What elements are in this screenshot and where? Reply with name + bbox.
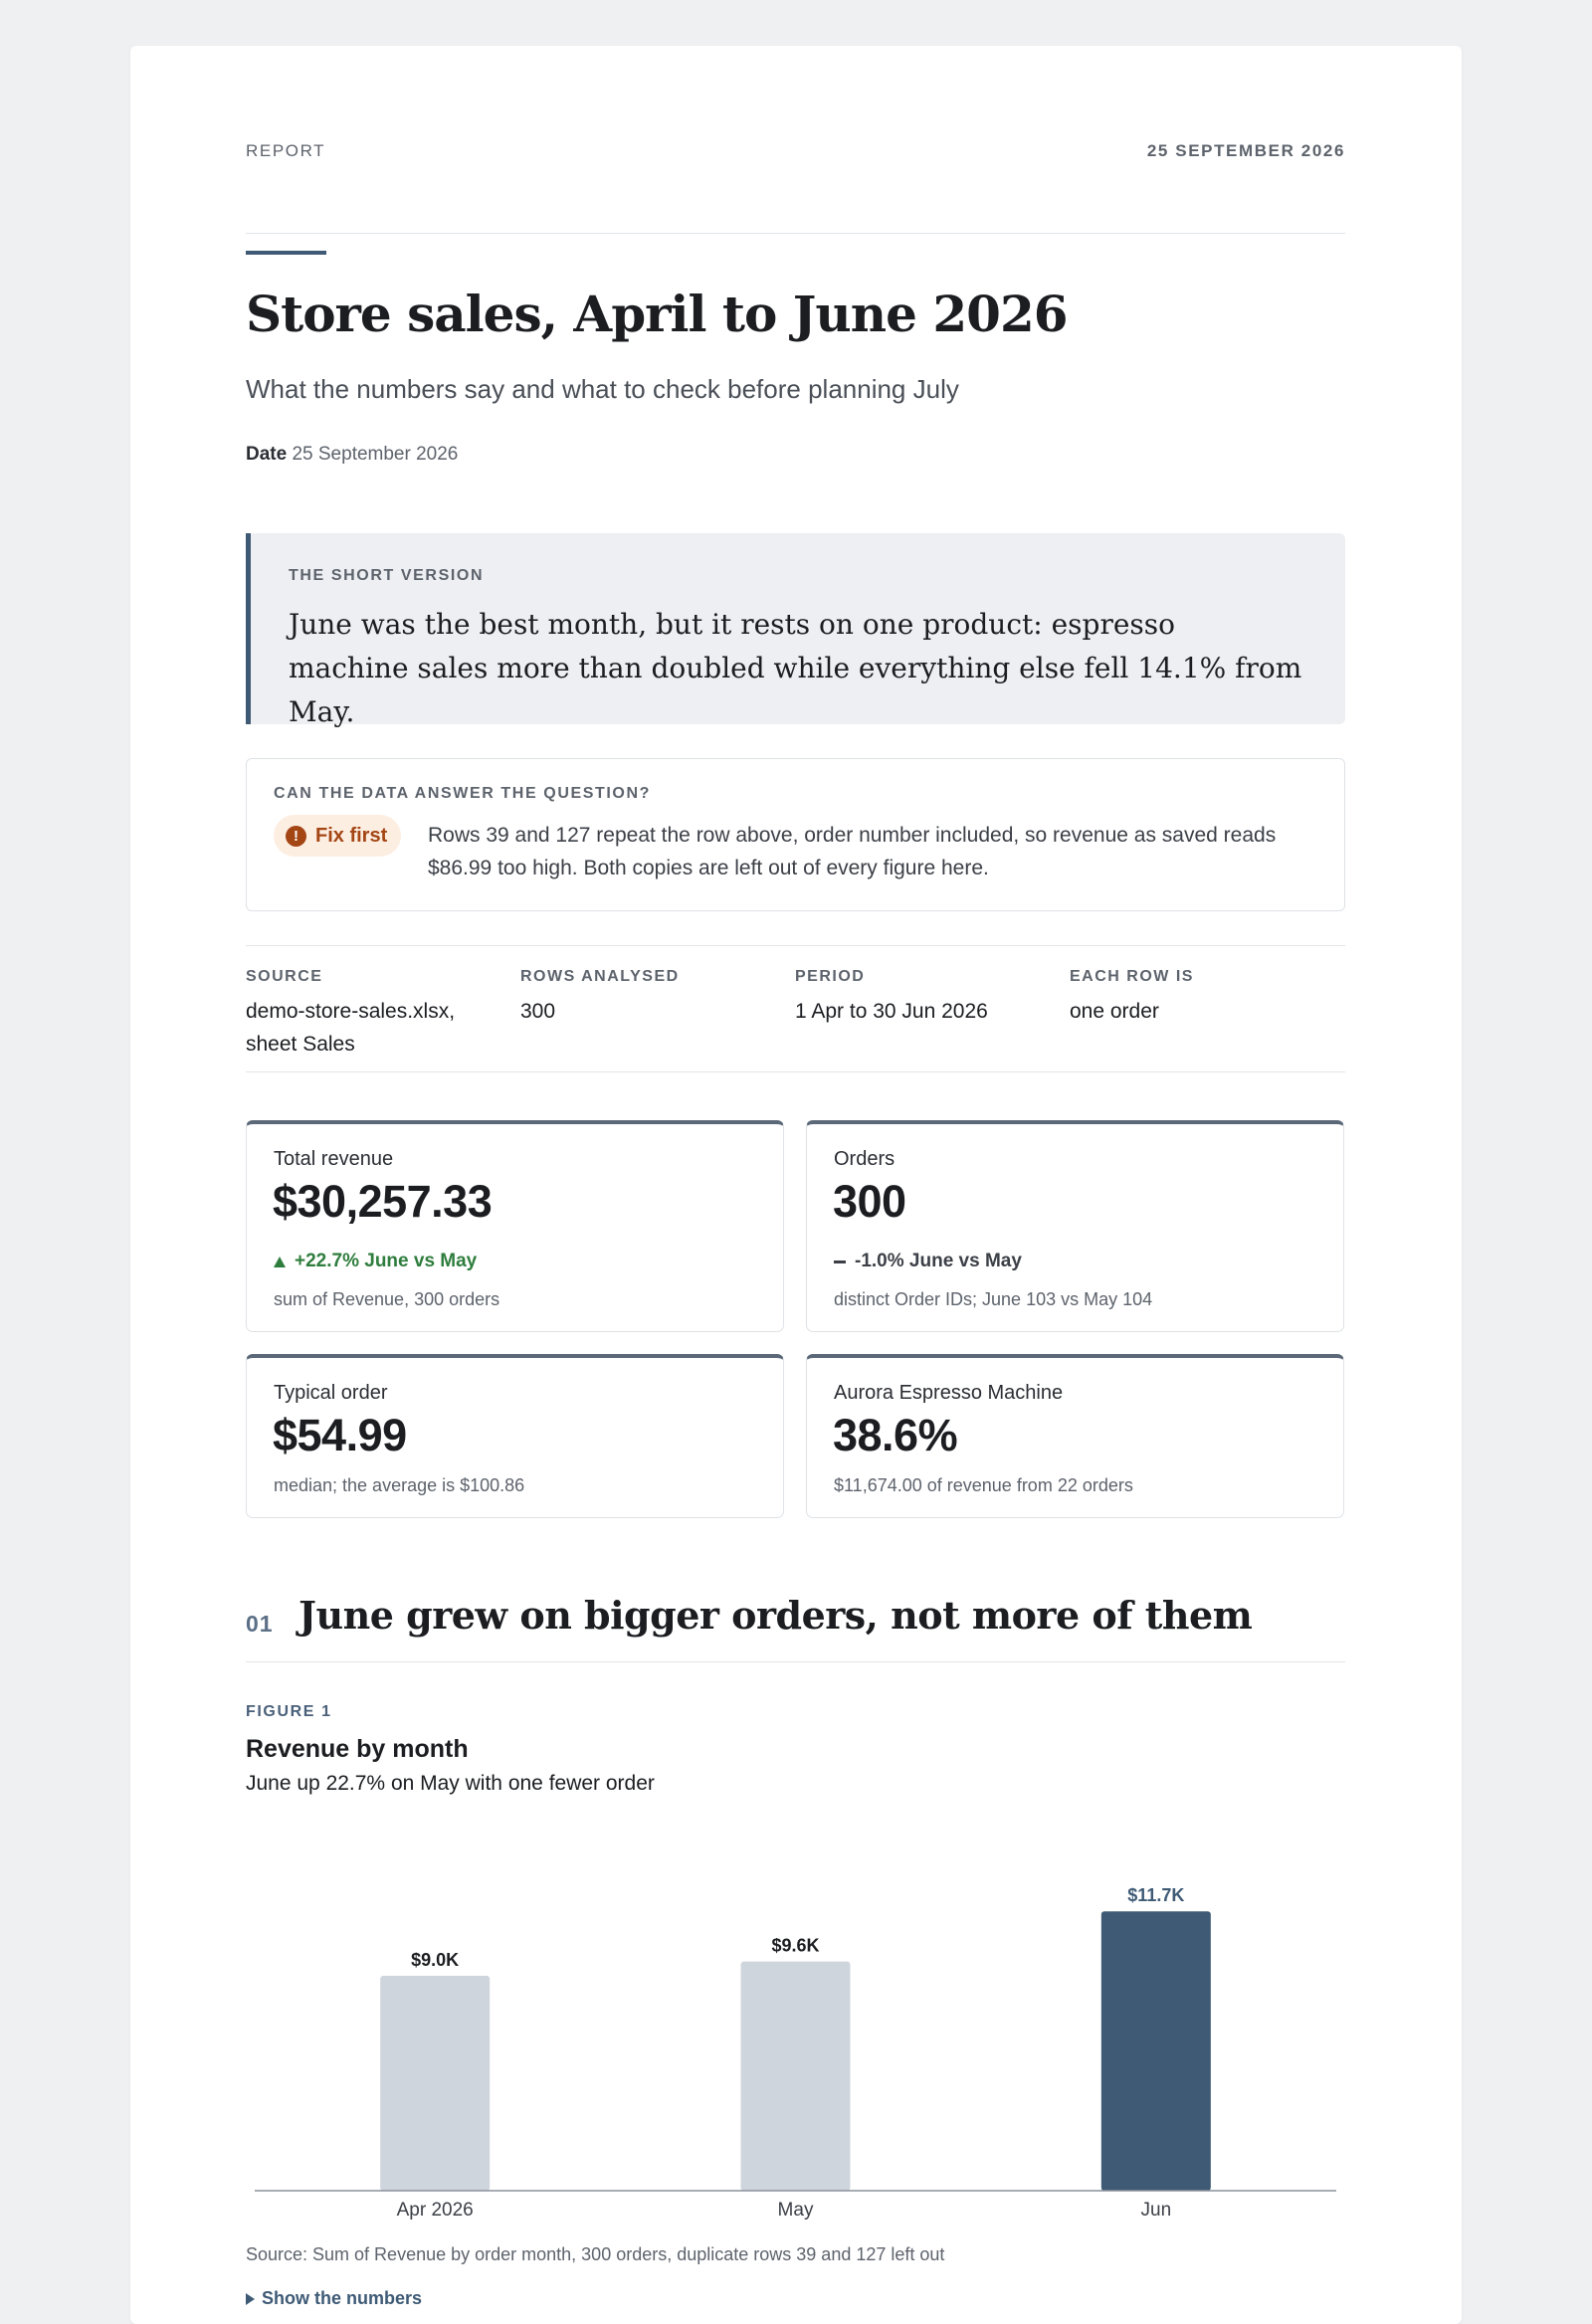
- badge-label: Fix first: [315, 824, 388, 847]
- figure-source: Source: Sum of Revenue by order month, 300 orders, duplicate rows 39 and 127 left out: [246, 2244, 945, 2264]
- dateline: [246, 444, 458, 466]
- short-version-label: THE SHORT VERSION: [289, 567, 485, 584]
- kpi-delta-text: -1.0% June vs May: [855, 1251, 1022, 1271]
- fact-value: one order: [1070, 1000, 1159, 1023]
- kpi-value: $54.99: [273, 1410, 407, 1460]
- kpi-delta: [834, 1251, 1022, 1272]
- data-check-box: [246, 758, 1345, 911]
- page-subtitle: What the numbers say and what to check before planning July: [246, 374, 959, 404]
- fact-value: demo-store-sales.xlsx, sheet Sales: [246, 1000, 456, 1056]
- arrow-up-icon: [274, 1257, 286, 1267]
- dateline-value: 25 September 2026: [292, 444, 459, 465]
- page-title: Store sales, April to June 2026: [246, 285, 1068, 343]
- bar-value-label-0: $9.0K: [411, 1950, 460, 1970]
- fact-label: EACH ROW IS: [1070, 968, 1194, 985]
- figure-subtitle: June up 22.7% on May with one fewer order: [246, 1772, 655, 1795]
- bar-1: [741, 1962, 851, 2191]
- kpi-note: sum of Revenue, 300 orders: [274, 1289, 500, 1309]
- short-version-callout: [246, 533, 1345, 728]
- section-number: 01: [246, 1611, 274, 1637]
- fact-row-unit: [1070, 968, 1328, 1028]
- kpi-value: $30,257.33: [273, 1176, 493, 1227]
- kpi-delta: [274, 1251, 477, 1272]
- kpi-label: Aurora Espresso Machine: [834, 1382, 1064, 1404]
- kpi-value: 300: [833, 1176, 906, 1227]
- kpi-value: 38.6%: [833, 1410, 958, 1460]
- kpi-card-orders: [806, 1120, 1344, 1332]
- report-label: REPORT: [246, 141, 326, 160]
- alert-icon: !: [286, 826, 306, 847]
- bar-2: [1101, 1911, 1211, 2191]
- fact-rows: [520, 968, 779, 1028]
- kpi-card-espresso-share: [806, 1354, 1344, 1518]
- report-header: [246, 141, 1345, 234]
- data-check-label: CAN THE DATA ANSWER THE QUESTION?: [274, 785, 652, 802]
- show-numbers-label: Show the numbers: [262, 2288, 423, 2308]
- kpi-card-total-revenue: [246, 1120, 784, 1332]
- kpi-note: $11,674.00 of revenue from 22 orders: [834, 1475, 1133, 1495]
- x-tick-label-2: Jun: [1140, 2200, 1172, 2221]
- bar-value-label-2: $11.7K: [1127, 1885, 1185, 1906]
- bar-value-label-1: $9.6K: [771, 1935, 820, 1956]
- fix-first-badge: [274, 815, 401, 857]
- fact-label: ROWS ANALYSED: [520, 968, 680, 985]
- figure-title: Revenue by month: [246, 1735, 469, 1763]
- fact-value: 1 Apr to 30 Jun 2026: [795, 1000, 988, 1023]
- kpi-label: Typical order: [274, 1382, 388, 1404]
- kpi-note: median; the average is $100.86: [274, 1475, 525, 1495]
- short-version-text: June was the best month, but it rests on one product: espresso machine sales more than doubled while everything else fell 14.1% from May.: [289, 608, 1302, 728]
- kpi-label: Orders: [834, 1148, 896, 1170]
- kpi-label: Total revenue: [274, 1148, 394, 1170]
- data-check-message: Rows 39 and 127 repeat the row above, order number included, so revenue as saved reads $86.99 too high. Both copies are left out of every figure here.: [428, 824, 1277, 879]
- kpi-delta-text: +22.7% June vs May: [295, 1251, 478, 1271]
- fact-period: [795, 968, 1054, 1028]
- disclosure-triangle-icon: [246, 2293, 255, 2305]
- facts-strip: [246, 945, 1345, 1072]
- title-accent-rule: [246, 251, 326, 255]
- fact-source: [246, 968, 504, 1061]
- figure-kicker: FIGURE 1: [246, 1703, 332, 1720]
- fact-label: SOURCE: [246, 968, 323, 985]
- x-tick-label-0: Apr 2026: [396, 2200, 474, 2221]
- revenue-by-month-chart: [246, 1856, 1345, 2234]
- report-page: [130, 46, 1462, 2324]
- section-heading: June grew on bigger orders, not more of them: [298, 1593, 1253, 1638]
- report-header-date: 25 SEPTEMBER 2026: [1146, 141, 1345, 160]
- dateline-key: Date: [246, 444, 288, 465]
- section-header: [246, 1593, 1345, 1662]
- dash-icon: [834, 1260, 846, 1263]
- fact-value: 300: [520, 1000, 556, 1023]
- x-tick-label-1: May: [777, 2200, 814, 2221]
- kpi-card-typical-order: [246, 1354, 784, 1518]
- show-numbers-toggle[interactable]: [246, 2288, 422, 2309]
- fact-label: PERIOD: [795, 968, 866, 985]
- bar-0: [380, 1976, 490, 2191]
- kpi-note: distinct Order IDs; June 103 vs May 104: [834, 1289, 1153, 1309]
